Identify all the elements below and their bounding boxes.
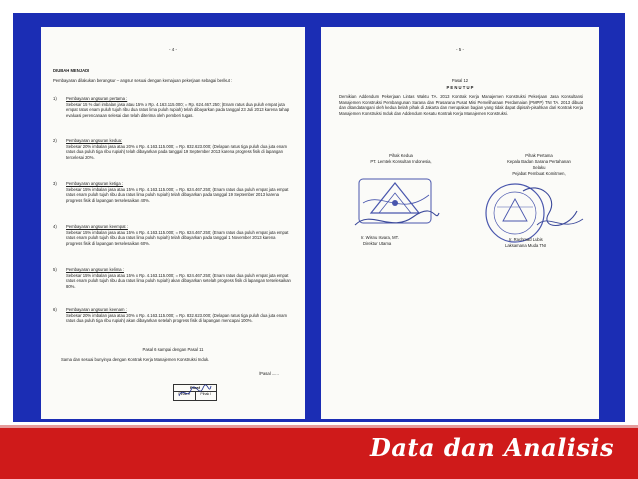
party1-org-line2: Selaku: [532, 165, 546, 170]
party1-signatory-name: Ir. Rachmad Lubis: [509, 237, 543, 242]
party2-org: PT. Lemtek Konsultan Indonesia,: [370, 159, 432, 164]
party1-org-line1: Kepala Badan Sarana Pertahanan: [507, 159, 571, 164]
installment-item-3: 3) Pembayaran angsuran ketiga : Sebesar 15% imbalan jasa atau 15% x Rp. 4.163.115.000; = Rp. 624.467.250; (Enam ratus dua puluh empat juta empat ratus enam puluh tujuh ribu dua ratus lima puluh rupiah) telah dibayarkan pada tanggal 19 September 2013 karena progress fisik di lapangan terselesaikan 40%.: [53, 181, 289, 203]
paraf-signature-scribble: [177, 382, 213, 402]
page-number: - 4 -: [168, 47, 177, 52]
document-page-5: [321, 27, 599, 419]
paraf-box: Paraf Pihak II Pihak I: [173, 384, 217, 401]
document-page-4: [41, 27, 305, 419]
intro-paragraph: Pembayaran dilakukan berangsur – angsur sesuai dengan kemajuan pekerjaan sebagai berikut :: [53, 78, 233, 83]
heading: DIUBAH MENJADI: [53, 68, 90, 73]
closing-paragraph: Demikian Addendum Pekerjaan Lintas Waktu TA. 2013 Kontrak Kerja Manajemen Konstruksi Pekerjaan Jasa Konsultansi Manajemen Konstruksi Pembangunan Sarana dan Prasarana Pusat Misi Pemeliharaan Perdamaian (PMPP) TNI TA. 2013 dibuat dan ditandatangani oleh kedua belah pihak di Jakarta dan merupakan bagian yang tidak dapat dipisah-pisahkan dari Kontrak Kerja Manajemen Konstruksi Induk dan Addendum Kesatu Kontrak Kerja Manajemen Konstruksi.: [339, 94, 583, 116]
party1-signatory-role: Laksamana Muda TNI: [505, 243, 547, 248]
pasal-range: Pasal 6 sampai dengan Pasal 11: [142, 347, 204, 352]
party2-signatory-name: Ir. Wisnu Isvara, MT.: [361, 235, 399, 240]
company-stamp-signature: [351, 173, 441, 233]
installment-item-2: 2) Pembayaran angsuran kedua: Sebesar 20% imbalan jasa atau 20% x Rp. 4.163.115.000; = Rp. 832.623.000; (Delapan ratus tiga puluh dua juta enam ratus dua puluh tiga ribu rupiah) telah dibayarkan pada tanggal 19 September 2013 karena progress fisik di lapangan tercelesai 20%.: [53, 138, 287, 160]
party2-label: Pihak Kedua: [389, 153, 413, 158]
closing-sentence: Sama dan sesuai bunyinya dengan Kontrak Kerja Manajemen Konstruksi Induk.: [61, 357, 210, 362]
footer-band: [0, 425, 638, 479]
installment-item-1: 1) Pembayaran angsuran pertama : Sebesar 15 % dari imbalan jasa atau 15% x Rp. 4.163.115.000; = Rp. 624.467.250; (Enam ratus dua puluh empat juta empat ratus enam puluh tujuh ribu dua ratus lima puluh rupiah) telah dibayarkan pada tanggal 23 Juli 2013 karena tahap evaluasi perencanaan selesai dan telah diterima oleh pemberi tugas.: [53, 96, 290, 118]
penutup-heading: P E N U T U P: [446, 85, 474, 90]
brand-title: Data dan Analisis: [370, 433, 614, 462]
installment-item-6: 6) Pembayaran angsuran keenam : Sebesar 20% imbalan jasa atau 20% x Rp. 4.163.115.000; = Rp. 832.623.000; (Delapan ratus tiga puluh dua juta enam ratus dua puluh tiga ribu rupiah) akan dibayarkan setelah progress fisik di lapangan mencapai 100%.: [53, 307, 287, 324]
party1-label: Pihak Pertama: [525, 153, 553, 158]
party1-org-line3: Pejabat Pembuat Komitmen,: [512, 171, 566, 176]
party2-signatory-role: Direktur Utama: [363, 241, 392, 246]
installment-item-5: 5) Pembayaran angsuran kelima : Sebesar 15% imbalan jasa atau 15% x Rp. 4.163.115.000; = Rp. 624.467.250; (Enam ratus dua puluh empat juta empat ratus enam puluh tujuh ribu dua ratus lima puluh rupiah) akan dibayarkan setelah progress fisik di lapangan terselesaikan 80%.: [53, 267, 291, 289]
installment-item-4: 4) Pembayaran angsuran keempat : Sebesar 15% imbalan jasa atau 15% x Rp. 4.163.115.000; = Rp. 624.467.250; (Enam ratus dua puluh empat juta empat ratus enam puluh tujuh ribu dua ratus lima puluh rupiah) telah dibayarkan pada tanggal 1 November 2013 karena progress fisik di lapangan terselesaikan 60%.: [53, 224, 289, 246]
page-number: - 5 -: [455, 47, 464, 52]
continued-marker: /Pasal ......: [259, 371, 279, 376]
pasal-heading: Pasal 12: [451, 78, 469, 83]
